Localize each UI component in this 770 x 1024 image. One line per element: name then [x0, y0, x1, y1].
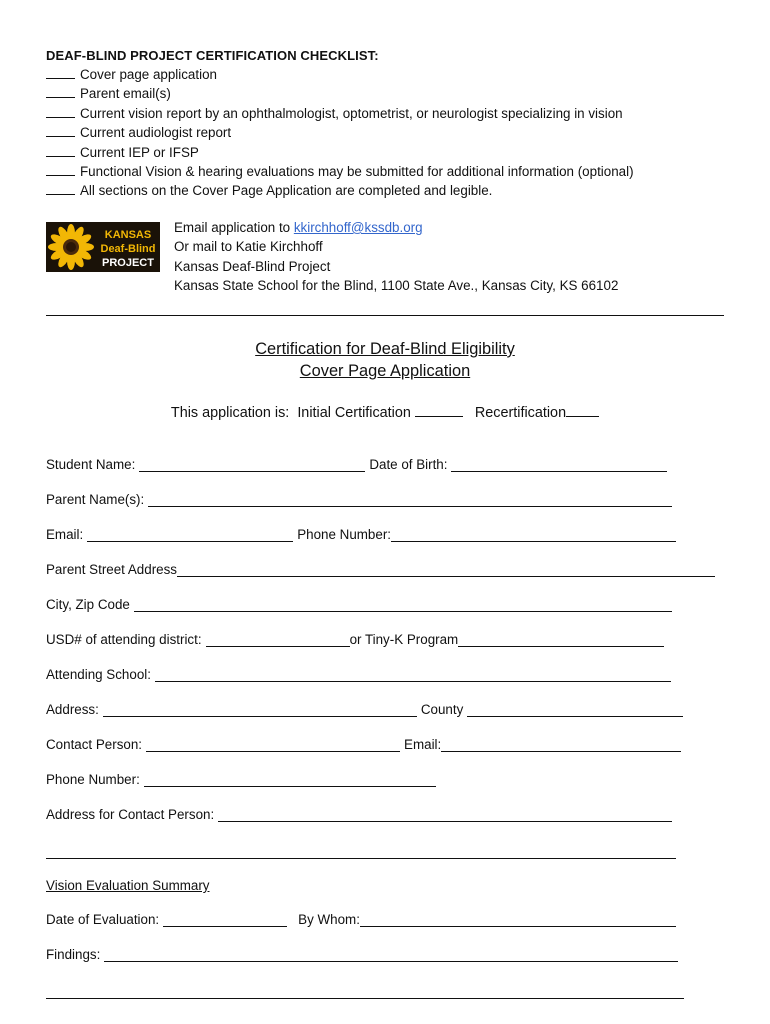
county-field[interactable]	[467, 703, 683, 717]
checklist-item: All sections on the Cover Page Application are completed and legible.	[46, 181, 634, 200]
evaluation-row: Date of Evaluation: By Whom:	[46, 912, 676, 927]
email-phone-row: Email: Phone Number:	[46, 527, 676, 542]
contact-person-row: Contact Person: Email:	[46, 737, 681, 752]
checklist-title: DEAF-BLIND PROJECT CERTIFICATION CHECKLIST:	[46, 48, 379, 63]
form-subtitle: Cover Page Application	[299, 362, 471, 380]
parent-names-field[interactable]	[148, 493, 672, 507]
contact-phone-row: Phone Number:	[46, 772, 436, 787]
parent-row: Parent Name(s):	[46, 492, 672, 507]
contact-address-row: Address for Contact Person:	[46, 807, 672, 822]
email-line: Email application to kkirchhoff@kssdb.org	[174, 220, 423, 235]
checklist-item: Cover page application	[46, 65, 634, 84]
check-blank[interactable]	[46, 66, 75, 79]
dob-field[interactable]	[451, 458, 667, 472]
checklist-item: Parent email(s)	[46, 84, 634, 103]
student-name-field[interactable]	[139, 458, 365, 472]
contact-phone-field[interactable]	[144, 773, 436, 787]
checklist	[46, 65, 634, 201]
by-whom-field[interactable]	[360, 913, 676, 927]
findings-field[interactable]	[104, 948, 678, 962]
parent-address-field[interactable]	[177, 563, 715, 577]
address-line: Kansas State School for the Blind, 1100 State Ave., Kansas City, KS 66102	[174, 278, 619, 294]
evaluation-date-field[interactable]	[163, 913, 287, 927]
contact-block	[174, 218, 618, 296]
contact-address-field[interactable]	[218, 808, 672, 822]
checklist-item: Current IEP or IFSP	[46, 143, 634, 162]
recert-blank[interactable]	[566, 403, 599, 417]
checklist-item: Current vision report by an ophthalmologist, optometrist, or neurologist specializing in vision	[46, 104, 634, 123]
application-type-row: This application is: Initial Certification Recertification	[0, 403, 770, 421]
district-row: USD# of attending district: or Tiny-K Program	[46, 632, 664, 647]
contact-person-field[interactable]	[146, 738, 400, 752]
contact-email-field[interactable]	[441, 738, 681, 752]
address-field[interactable]	[103, 703, 417, 717]
address-county-row: Address: County	[46, 702, 683, 717]
check-blank[interactable]	[46, 144, 75, 157]
form-title: Certification for Deaf-Blind Eligibility	[255, 340, 515, 358]
findings-field-line2[interactable]	[46, 998, 684, 999]
email-field[interactable]	[87, 528, 293, 542]
check-blank[interactable]	[46, 124, 75, 137]
logo-line1: KANSAS	[104, 229, 152, 241]
check-blank[interactable]	[46, 163, 75, 176]
usd-field[interactable]	[206, 633, 350, 647]
email-link[interactable]: kkirchhoff@kssdb.org	[293, 220, 423, 235]
check-blank[interactable]	[46, 105, 75, 118]
contact-address-field-line2[interactable]	[46, 858, 676, 859]
vision-section-heading: Vision Evaluation Summary	[46, 878, 210, 893]
tiny-k-field[interactable]	[458, 633, 664, 647]
city-zip-row: City, Zip Code	[46, 597, 672, 612]
sunflower-icon	[46, 222, 160, 272]
checklist-item: Functional Vision & hearing evaluations may be submitted for additional information (optional)	[46, 162, 634, 181]
org-line: Kansas Deaf-Blind Project	[174, 258, 331, 274]
school-field[interactable]	[155, 668, 671, 682]
initial-blank[interactable]	[415, 403, 463, 417]
check-blank[interactable]	[46, 182, 75, 195]
parent-address-row: Parent Street Address	[46, 562, 715, 577]
mail-line: Or mail to Katie Kirchhoff	[174, 239, 323, 255]
logo-line3: PROJECT	[102, 257, 154, 269]
check-blank[interactable]	[46, 85, 75, 98]
divider	[46, 315, 724, 316]
school-row: Attending School:	[46, 667, 671, 682]
checklist-item: Current audiologist report	[46, 123, 634, 142]
city-zip-field[interactable]	[134, 598, 672, 612]
kansas-deaf-blind-logo	[46, 222, 160, 272]
phone-field[interactable]	[391, 528, 676, 542]
findings-row: Findings:	[46, 947, 678, 962]
student-row: Student Name: Date of Birth:	[46, 457, 667, 472]
logo-line2: Deaf-Blind	[100, 243, 156, 255]
